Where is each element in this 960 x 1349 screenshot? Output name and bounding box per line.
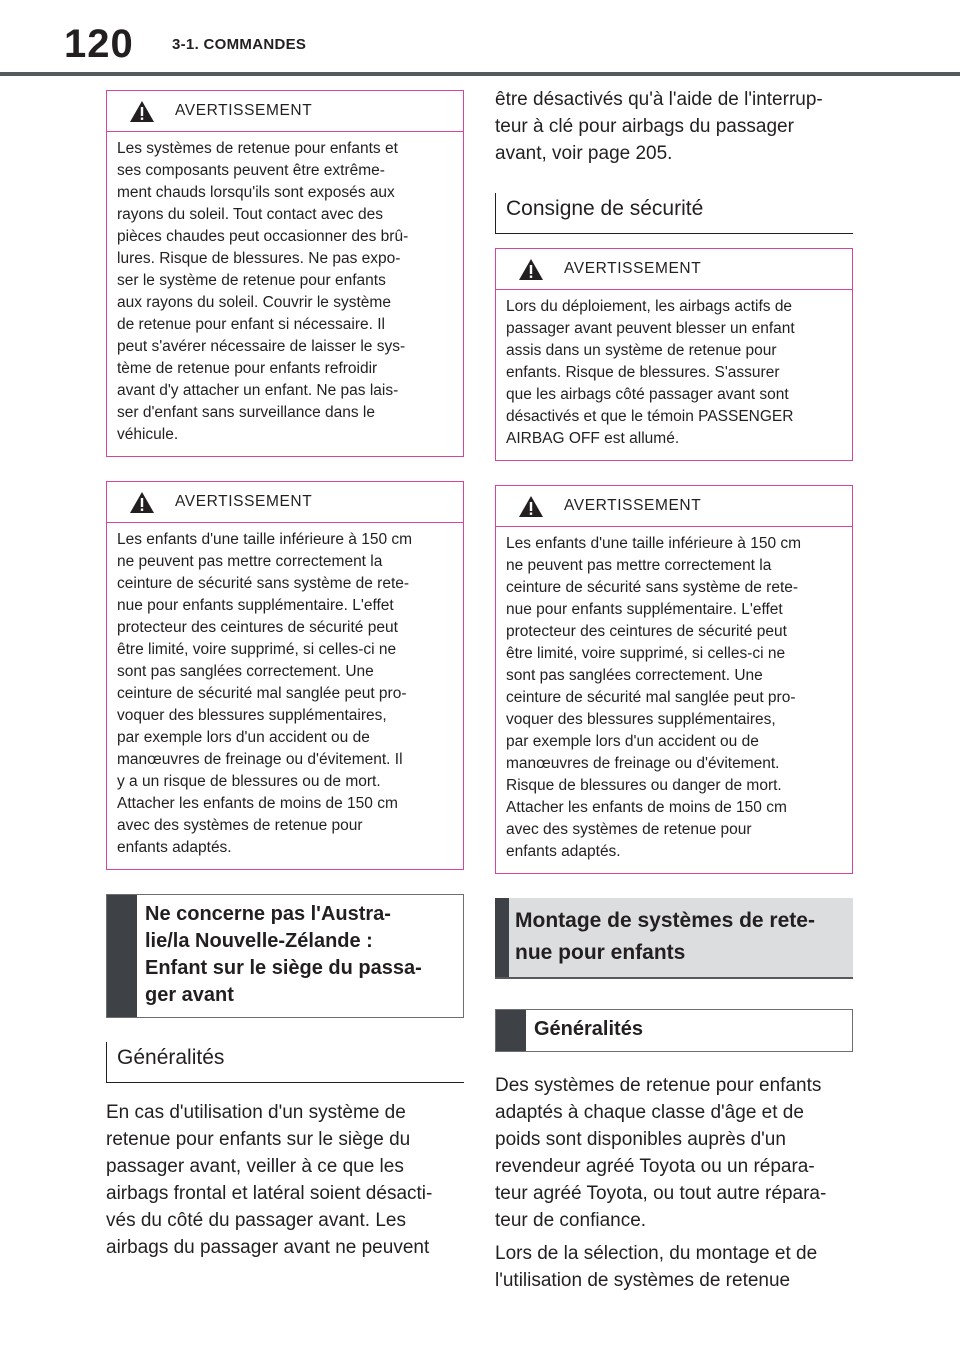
section-title xyxy=(509,898,823,977)
warning-title: AVERTISSEMENT xyxy=(175,102,313,119)
text-line: être désactivés qu'à l'aide de l'interrup- xyxy=(495,89,823,110)
section-heading xyxy=(106,894,464,1018)
page-number: 120 xyxy=(64,22,134,66)
text-line: nue pour enfants supplémentaire. L'effet xyxy=(117,597,394,614)
text-line: nue pour enfants supplémentaire. L'effet xyxy=(506,601,783,618)
warning-header xyxy=(496,486,852,527)
warning-box xyxy=(106,90,464,457)
text-line: AIRBAG OFF est allumé. xyxy=(506,430,680,447)
text-line: revendeur agréé Toyota ou un répara- xyxy=(495,1156,815,1177)
text-line: lures. Risque de blessures. Ne pas expo- xyxy=(117,250,401,267)
text-line: ses composants peuvent être extrême- xyxy=(117,162,385,179)
text-line: Ne concerne pas l'Austra- xyxy=(145,903,391,925)
text-line: Attacher les enfants de moins de 150 cm xyxy=(117,795,398,812)
text-line: par exemple lors d'un accident ou de xyxy=(506,733,759,750)
warning-title: AVERTISSEMENT xyxy=(564,260,702,277)
warning-text xyxy=(107,523,463,869)
warning-header xyxy=(107,482,463,523)
text-line: passager avant, veiller à ce que les xyxy=(106,1156,404,1177)
text-line: airbags frontal et latéral soient désacti- xyxy=(106,1183,433,1204)
text-line: Montage de systèmes de rete- xyxy=(515,909,815,932)
subsection-heading xyxy=(495,1009,853,1052)
text-line: ceinture de sécurité mal sanglée peut pro- xyxy=(506,689,796,706)
text-line: être limité, voire supprimé, si celles-ci ne xyxy=(117,641,397,658)
text-line: de retenue pour enfant si nécessaire. Il xyxy=(117,316,385,333)
text-line: avant d'y attacher un enfant. Ne pas lais- xyxy=(117,382,399,399)
text-line: lie/la Nouvelle-Zélande : xyxy=(145,930,373,952)
text-line: ser d'enfant sans surveillance dans le xyxy=(117,404,375,421)
text-line: assis dans un système de retenue pour xyxy=(506,342,777,359)
text-line: avant, voir page 205. xyxy=(495,143,673,164)
warning-triangle-icon xyxy=(129,100,155,123)
warning-title: AVERTISSEMENT xyxy=(175,493,313,510)
text-line: aux rayons du soleil. Couvrir le système xyxy=(117,294,391,311)
body-paragraph xyxy=(106,1099,464,1261)
left-column xyxy=(106,90,464,1267)
warning-text xyxy=(496,290,852,460)
warning-text xyxy=(496,527,852,873)
subsection-title: Généralités xyxy=(534,1018,643,1040)
text-line: vés du côté du passager avant. Les xyxy=(106,1210,406,1231)
text-line: désactivés et que le témoin PASSENGER xyxy=(506,408,794,425)
text-line: enfants adaptés. xyxy=(506,843,621,860)
text-line: poids sont disponibles auprès d'un xyxy=(495,1129,786,1150)
text-line: manœuvres de freinage ou d'évitement. xyxy=(506,755,780,772)
text-line: manœuvres de freinage ou d'évitement. Il xyxy=(117,751,403,768)
warning-header xyxy=(496,249,852,290)
warning-box xyxy=(495,248,853,461)
text-line: enfants. Risque de blessures. S'assurer xyxy=(506,364,780,381)
warning-text xyxy=(107,132,463,456)
text-line: par exemple lors d'un accident ou de xyxy=(117,729,370,746)
body-paragraph xyxy=(495,1240,853,1294)
text-line: ceinture de sécurité mal sanglée peut pro- xyxy=(117,685,407,702)
header-rule xyxy=(0,72,960,76)
section-bar xyxy=(496,1010,526,1051)
text-line: ne peuvent pas mettre correctement la xyxy=(506,557,772,574)
text-line: ser le système de retenue pour enfants xyxy=(117,272,386,289)
text-line: nue pour enfants xyxy=(515,941,686,964)
text-line: rayons du soleil. Tout contact avec des xyxy=(117,206,383,223)
section-heading xyxy=(495,898,853,979)
text-line: airbags du passager avant ne peuvent xyxy=(106,1237,430,1258)
text-line: que les airbags côté passager avant sont xyxy=(506,386,789,403)
text-line: Enfant sur le siège du passa- xyxy=(145,957,422,979)
section-bar xyxy=(107,895,137,1017)
text-line: Attacher les enfants de moins de 150 cm xyxy=(506,799,787,816)
text-line: Lors de la sélection, du montage et de xyxy=(495,1243,818,1264)
text-line: Des systèmes de retenue pour enfants xyxy=(495,1075,822,1096)
warning-header xyxy=(107,91,463,132)
text-line: passager avant peuvent blesser un enfant xyxy=(506,320,795,337)
text-line: voquer des blessures supplémentaires, xyxy=(117,707,387,724)
text-line: ceinture de sécurité sans système de rete- xyxy=(117,575,410,592)
text-line: y a un risque de blessures ou de mort. xyxy=(117,773,381,790)
warning-box xyxy=(495,485,853,874)
text-line: ne peuvent pas mettre correctement la xyxy=(117,553,383,570)
text-line: Les systèmes de retenue pour enfants et xyxy=(117,140,398,157)
text-line: voquer des blessures supplémentaires, xyxy=(506,711,776,728)
text-line: adaptés à chaque classe d'âge et de xyxy=(495,1102,804,1123)
text-line: En cas d'utilisation d'un système de xyxy=(106,1102,406,1123)
section-bar xyxy=(495,898,509,977)
warning-triangle-icon xyxy=(129,491,155,514)
text-line: ceinture de sécurité sans système de rete- xyxy=(506,579,799,596)
text-line: Risque de blessures ou danger de mort. xyxy=(506,777,782,794)
text-line: l'utilisation de systèmes de retenue xyxy=(495,1270,791,1291)
text-line: teur agréé Toyota, ou tout autre répara- xyxy=(495,1183,827,1204)
text-line: ment chauds lorsqu'ils sont exposés aux xyxy=(117,184,395,201)
text-line: peut s'avérer nécessaire de laisser le sys- xyxy=(117,338,406,355)
text-line: retenue pour enfants sur le siège du xyxy=(106,1129,411,1150)
text-line: enfants adaptés. xyxy=(117,839,232,856)
text-line: sont pas sanglées correctement. Une xyxy=(117,663,374,680)
text-line: pièces chaudes peut occasionner des brû- xyxy=(117,228,409,245)
text-line: Les enfants d'une taille inférieure à 150 cm xyxy=(506,535,802,552)
text-line: avec des systèmes de retenue pour xyxy=(117,817,363,834)
text-line: tème de retenue pour enfants refroidir xyxy=(117,360,378,377)
text-line: teur de confiance. xyxy=(495,1210,647,1231)
text-line: Lors du déploiement, les airbags actifs de xyxy=(506,298,793,315)
text-line: véhicule. xyxy=(117,426,179,443)
warning-triangle-icon xyxy=(518,258,544,281)
section-title xyxy=(137,895,428,1017)
text-line: ger avant xyxy=(145,984,234,1006)
body-paragraph xyxy=(495,1072,853,1234)
body-paragraph xyxy=(495,86,853,167)
text-line: protecteur des ceintures de sécurité peut xyxy=(117,619,398,636)
right-column xyxy=(495,86,853,1300)
text-line: avec des systèmes de retenue pour xyxy=(506,821,752,838)
subheading: Consigne de sécurité xyxy=(495,193,853,234)
subheading: Généralités xyxy=(106,1042,464,1083)
text-line: protecteur des ceintures de sécurité peut xyxy=(506,623,787,640)
warning-triangle-icon xyxy=(518,495,544,518)
text-line: teur à clé pour airbags du passager xyxy=(495,116,794,137)
warning-title: AVERTISSEMENT xyxy=(564,497,702,514)
chapter-title: 3-1. COMMANDES xyxy=(172,36,307,53)
text-line: sont pas sanglées correctement. Une xyxy=(506,667,763,684)
text-line: Les enfants d'une taille inférieure à 150 cm xyxy=(117,531,413,548)
text-line: être limité, voire supprimé, si celles-ci ne xyxy=(506,645,786,662)
warning-box xyxy=(106,481,464,870)
